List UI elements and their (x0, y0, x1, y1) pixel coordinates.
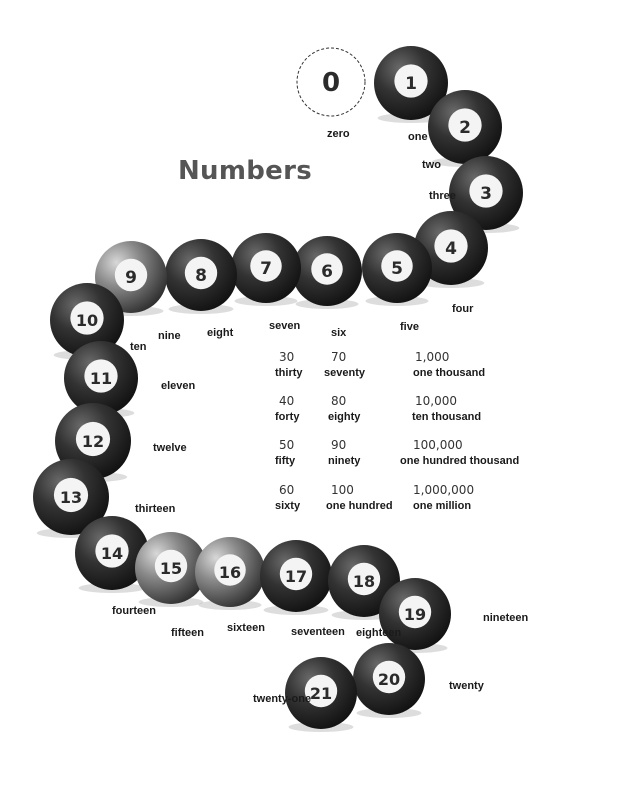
ball-number: 11 (89, 369, 113, 388)
number-word-3: three (429, 190, 456, 202)
table-word-1000: one thousand (413, 367, 486, 379)
number-word-13: thirteen (135, 503, 176, 515)
table-number-100: 100 (331, 483, 354, 497)
ball-number: 14 (100, 544, 124, 563)
number-ball-8 (165, 239, 237, 314)
table-word-100: one hundred (326, 500, 393, 512)
ball-number: 18 (352, 572, 376, 591)
table-word-50: fifty (275, 455, 296, 467)
table-number-1000: 1,000 (415, 350, 450, 364)
number-word-0: zero (327, 128, 350, 140)
ball-number: 13 (59, 488, 83, 507)
ball-number: 5 (391, 259, 403, 279)
table-word-60: sixty (275, 500, 301, 512)
ball-number: 2 (459, 118, 471, 138)
number-word-9: nine (158, 330, 181, 342)
table-number-80: 80 (331, 394, 347, 408)
ball-number: 21 (309, 684, 333, 703)
ball-number: 10 (75, 311, 99, 330)
number-word-2: two (422, 159, 441, 171)
ball-number: 4 (445, 239, 457, 259)
table-number-100000: 100,000 (413, 438, 463, 452)
ball-number: 1 (405, 74, 417, 94)
number-word-5: five (400, 321, 419, 333)
ball-number: 9 (125, 268, 137, 288)
ball-number: 7 (260, 259, 272, 279)
number-ball-2 (428, 90, 502, 167)
number-ball-17 (260, 540, 332, 615)
number-word-14: fourteen (112, 605, 156, 617)
table-number-70: 70 (331, 350, 347, 364)
number-ball-19 (379, 578, 451, 653)
number-word-11: eleven (161, 380, 196, 392)
ball-number: 8 (195, 266, 207, 286)
number-word-6: six (331, 327, 347, 339)
table-word-40: forty (275, 411, 300, 423)
ball-number: 6 (321, 262, 333, 282)
number-word-20: twenty (449, 680, 484, 692)
ball-number: 0 (321, 68, 341, 98)
ball-number: 19 (403, 605, 427, 624)
table-word-1000000: one million (413, 500, 472, 512)
ball-number: 12 (81, 432, 105, 451)
number-ball-20 (353, 643, 425, 718)
table-word-80: eighty (328, 411, 361, 423)
number-word-4: four (452, 303, 474, 315)
table-number-90: 90 (331, 438, 347, 452)
ball-number: 20 (377, 670, 401, 689)
page-title: Numbers (178, 156, 313, 186)
ball-number: 3 (480, 184, 492, 204)
number-ball-0 (297, 48, 365, 119)
number-word-7: seven (269, 320, 301, 332)
number-word-17: seventeen (291, 626, 345, 638)
number-ball-7 (231, 233, 301, 306)
table-number-30: 30 (279, 350, 295, 364)
ball-number: 15 (159, 559, 183, 578)
table-word-90: ninety (328, 455, 361, 467)
ball-number: 16 (218, 563, 242, 582)
number-ball-6 (292, 236, 362, 309)
table-word-10000: ten thousand (412, 411, 482, 423)
table-word-70: seventy (324, 367, 365, 379)
number-word-21: twenty-one (253, 693, 312, 705)
number-ball-5 (362, 233, 432, 306)
number-word-18: eighteen (356, 627, 402, 639)
table-word-30: thirty (275, 367, 303, 379)
table-number-40: 40 (279, 394, 295, 408)
number-word-1: one (408, 131, 428, 143)
number-word-19: nineteen (483, 612, 529, 624)
table-number-60: 60 (279, 483, 295, 497)
number-word-10: ten (130, 341, 147, 353)
table-number-1000000: 1,000,000 (413, 483, 475, 497)
number-word-12: twelve (153, 442, 187, 454)
number-ball-16 (195, 537, 265, 610)
number-word-8: eight (207, 327, 234, 339)
number-word-15: fifteen (171, 627, 204, 639)
table-word-100000: one hundred thousand (400, 455, 520, 467)
ball-number: 17 (284, 567, 308, 586)
table-number-50: 50 (279, 438, 295, 452)
number-word-16: sixteen (227, 622, 265, 634)
table-number-10000: 10,000 (415, 394, 457, 408)
